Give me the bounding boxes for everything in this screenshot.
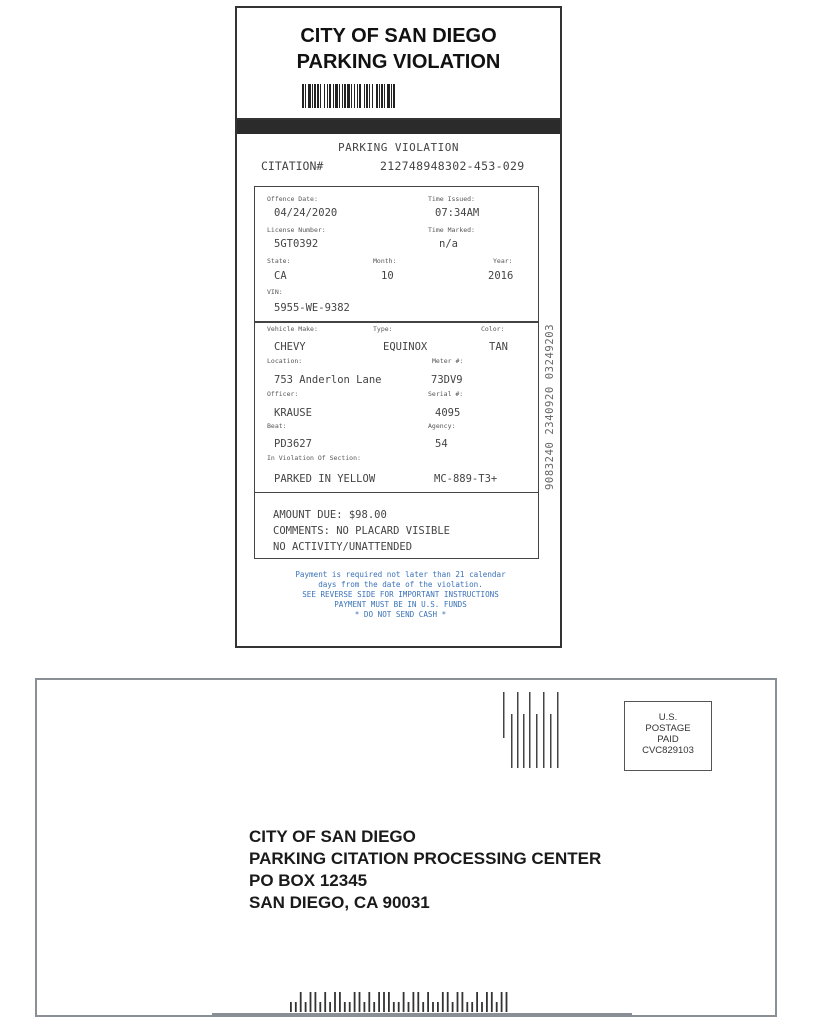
type-value: EQUINOX bbox=[383, 341, 428, 353]
amount-due: AMOUNT DUE: $98.00 bbox=[273, 509, 387, 521]
type-label: Type: bbox=[373, 325, 393, 333]
amount-comments-box bbox=[254, 492, 539, 559]
postage-line-3: PAID bbox=[657, 734, 679, 745]
officer-value: KRAUSE bbox=[274, 407, 312, 419]
postage-line-4: CVC829103 bbox=[642, 745, 694, 756]
citation-number: 212748948302-453-029 bbox=[380, 159, 525, 173]
year-value: 2016 bbox=[488, 270, 514, 282]
time-marked-value: n/a bbox=[439, 238, 458, 250]
ticket-subtitle: PARKING VIOLATION bbox=[337, 141, 460, 154]
color-label: Color: bbox=[481, 325, 505, 333]
time-marked-label: Time Marked: bbox=[428, 226, 475, 234]
postage-line-1: U.S. bbox=[658, 712, 678, 723]
return-envelope bbox=[35, 678, 777, 1017]
address-line-3: PO BOX 12345 bbox=[249, 871, 368, 890]
postnet-barcode bbox=[290, 992, 512, 1012]
meter-value: 73DV9 bbox=[431, 374, 463, 386]
ticket-barcode bbox=[302, 84, 490, 108]
agency-value: 54 bbox=[435, 438, 448, 450]
payment-note bbox=[243, 570, 558, 620]
officer-label: Officer: bbox=[267, 390, 299, 398]
vertical-serial-number bbox=[539, 218, 559, 493]
section-label: In Violation Of Section: bbox=[267, 454, 361, 462]
beat-label: Beat: bbox=[267, 422, 287, 430]
payment-note-line-3: SEE REVERSE SIDE FOR IMPORTANT INSTRUCTIONS bbox=[302, 590, 499, 599]
vertical-serial-text: 9083240 2340920 03249203 bbox=[544, 323, 556, 490]
section-value: PARKED IN YELLOW bbox=[274, 473, 376, 485]
vin-label: VIN: bbox=[267, 288, 283, 296]
payment-note-line-2: days from the date of the violation. bbox=[318, 580, 483, 589]
parking-ticket bbox=[235, 6, 562, 648]
address-line-2: PARKING CITATION PROCESSING CENTER bbox=[249, 849, 602, 868]
envelope-bottom-edge bbox=[212, 1013, 632, 1015]
offence-date-value: 04/24/2020 bbox=[274, 207, 338, 219]
state-label: State: bbox=[267, 257, 291, 265]
license-number-value: 5GT0392 bbox=[274, 238, 319, 250]
ticket-black-band bbox=[237, 120, 560, 134]
payment-note-line-1: Payment is required not later than 21 calendar bbox=[295, 570, 506, 579]
ticket-violation-title: PARKING VIOLATION bbox=[296, 51, 501, 73]
payment-note-line-4: PAYMENT MUST BE IN U.S. FUNDS bbox=[334, 600, 467, 609]
meter-label: Meter #: bbox=[432, 357, 464, 365]
year-label: Year: bbox=[493, 257, 513, 265]
vin-value: 5955-WE-9382 bbox=[274, 302, 350, 314]
section-code: MC-889-T3+ bbox=[434, 473, 498, 485]
vehicle-make-label: Vehicle Make: bbox=[267, 325, 318, 333]
vehicle-make-value: CHEVY bbox=[274, 341, 306, 353]
vehicle-details-box bbox=[254, 321, 539, 493]
address-line-1: CITY OF SAN DIEGO bbox=[249, 827, 416, 846]
offence-date-label: Offence Date: bbox=[267, 195, 318, 203]
license-number-label: License Number: bbox=[267, 226, 326, 234]
month-label: Month: bbox=[373, 257, 397, 265]
state-value: CA bbox=[274, 270, 287, 282]
offence-details-box bbox=[254, 186, 539, 323]
mailing-address bbox=[249, 826, 601, 914]
color-value: TAN bbox=[489, 341, 508, 353]
serial-label: Serial #: bbox=[428, 390, 464, 398]
location-value: 753 Anderlon Lane bbox=[274, 374, 382, 386]
address-line-4: SAN DIEGO, CA 90031 bbox=[249, 893, 430, 912]
payment-note-line-5: * DO NOT SEND CASH * bbox=[354, 610, 447, 619]
ticket-header bbox=[237, 8, 560, 120]
fim-barcode-marks bbox=[503, 692, 563, 768]
postage-paid-indicia bbox=[624, 701, 712, 771]
comments-line-2: NO ACTIVITY/UNATTENDED bbox=[273, 541, 413, 553]
postage-line-2: POSTAGE bbox=[645, 723, 691, 734]
time-issued-value: 07:34AM bbox=[435, 207, 480, 219]
beat-value: PD3627 bbox=[274, 438, 312, 450]
location-label: Location: bbox=[267, 357, 303, 365]
comments-line-1: COMMENTS: NO PLACARD VISIBLE bbox=[273, 525, 451, 537]
serial-value: 4095 bbox=[435, 407, 461, 419]
citation-label: CITATION# bbox=[261, 159, 324, 173]
month-value: 10 bbox=[381, 270, 394, 282]
agency-label: Agency: bbox=[428, 422, 456, 430]
ticket-city-title: CITY OF SAN DIEGO bbox=[300, 25, 497, 47]
time-issued-label: Time Issued: bbox=[428, 195, 475, 203]
